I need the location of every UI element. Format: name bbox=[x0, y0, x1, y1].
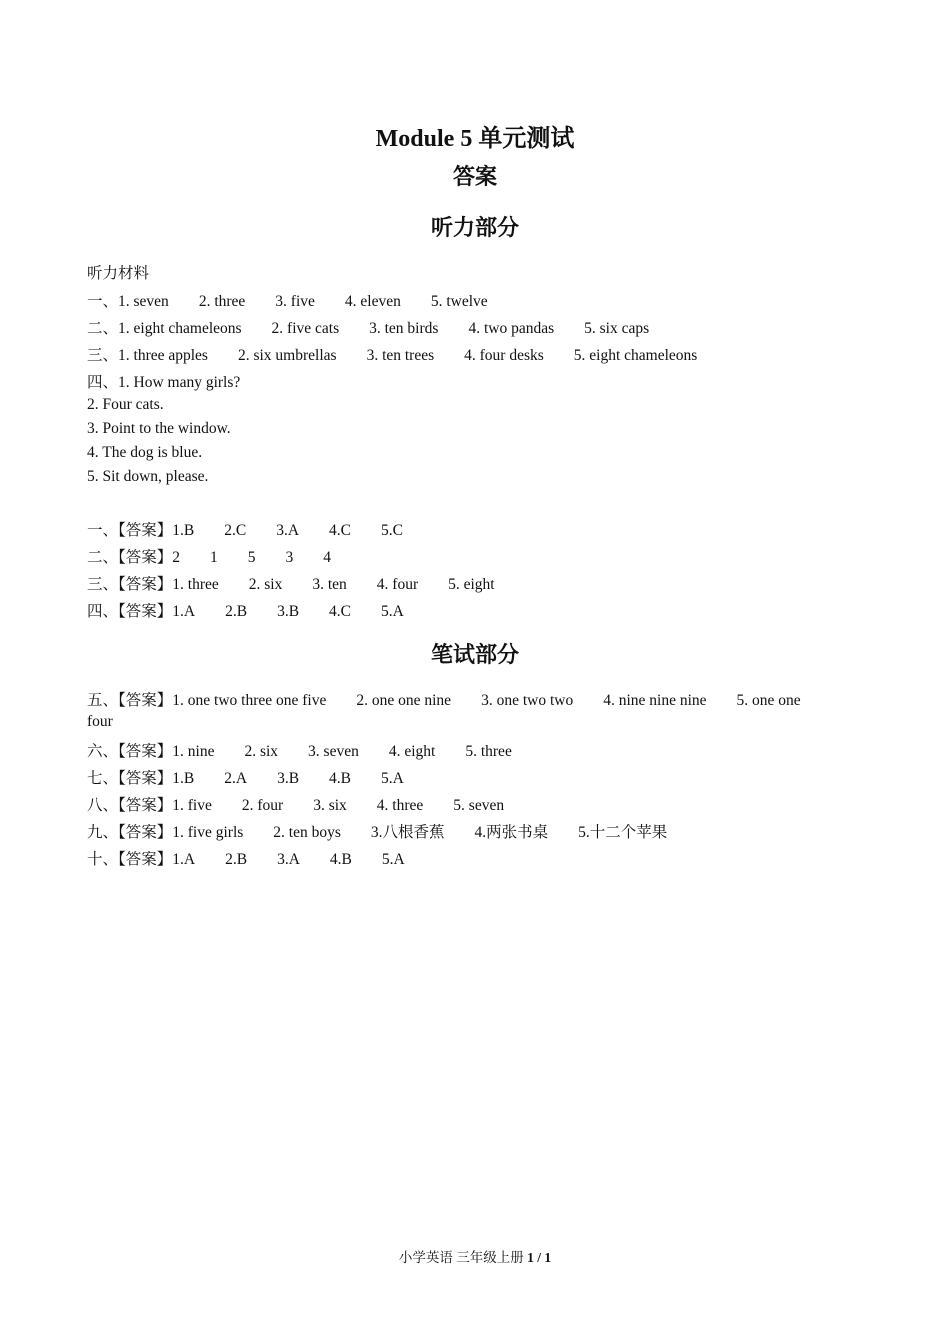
list-item: 4. four desks bbox=[464, 347, 544, 364]
list-item: 1.A bbox=[172, 603, 196, 620]
row-prefix: 四、【答案】 bbox=[87, 603, 173, 620]
list-item: 5.A bbox=[381, 851, 405, 868]
list-item: 1. five bbox=[172, 797, 212, 814]
list-item: 1. How many girls? bbox=[118, 374, 241, 391]
list-item: 1.B bbox=[172, 770, 195, 787]
writing-heading: 笔试部分 bbox=[430, 642, 519, 667]
list-item: 2.C bbox=[224, 522, 247, 539]
list-item: 3.B bbox=[277, 603, 300, 620]
sentence: 3. Point to the window. bbox=[87, 420, 231, 437]
list-item: 2. six umbrellas bbox=[237, 347, 337, 364]
list-item: 5. six caps bbox=[584, 320, 650, 337]
list-item: 5 bbox=[247, 549, 256, 566]
page-footer bbox=[0, 1246, 950, 1266]
list-item: 2. ten boys bbox=[273, 824, 341, 841]
list-item: 3. ten birds bbox=[369, 320, 439, 337]
list-item: 2. four bbox=[241, 797, 284, 814]
list-item: 2.B bbox=[225, 851, 248, 868]
answer-row bbox=[87, 739, 542, 761]
answer-row bbox=[87, 766, 434, 788]
answer-row bbox=[87, 572, 525, 594]
page-title: Module 5 单元测试 bbox=[375, 126, 575, 152]
list-item: 1. three bbox=[172, 576, 219, 593]
row-prefix: 七、【答案】 bbox=[87, 770, 173, 787]
list-item: 5. eight chameleons bbox=[573, 347, 698, 364]
list-item: 3. one two two bbox=[481, 692, 574, 709]
list-item: 3. seven bbox=[308, 743, 359, 760]
list-item: 2. six bbox=[248, 576, 283, 593]
list-item: 5.十二个苹果 bbox=[578, 824, 668, 841]
list-item: 5. three bbox=[465, 743, 512, 760]
answer-row bbox=[87, 518, 433, 540]
list-item: 4.B bbox=[329, 851, 352, 868]
list-item: 1. five girls bbox=[172, 824, 244, 841]
answer-row bbox=[87, 793, 534, 815]
list-item: 5. one one bbox=[736, 692, 801, 709]
list-item: 5. twelve bbox=[430, 293, 488, 310]
list-item: 1.A bbox=[172, 851, 196, 868]
page-number: 1 bbox=[527, 1250, 534, 1265]
material-row bbox=[87, 370, 270, 392]
sentence: 5. Sit down, please. bbox=[87, 468, 209, 485]
list-item: 4. eight bbox=[388, 743, 436, 760]
row-prefix: 十、【答案】 bbox=[87, 851, 173, 868]
list-item: 3.B bbox=[277, 770, 300, 787]
list-item: 4 bbox=[323, 549, 332, 566]
material-row bbox=[87, 343, 727, 365]
row-prefix: 一、【答案】 bbox=[87, 522, 173, 539]
list-item: 3.八根香蕉 bbox=[370, 824, 445, 841]
answer-row bbox=[87, 599, 434, 621]
row-prefix: 六、【答案】 bbox=[87, 743, 173, 760]
listening-heading: 听力部分 bbox=[430, 215, 519, 240]
list-item: 2 bbox=[172, 549, 181, 566]
list-item: 2.B bbox=[225, 603, 248, 620]
row-prefix: 三、 bbox=[87, 347, 119, 364]
list-item: 1. nine bbox=[172, 743, 215, 760]
answer-row bbox=[87, 688, 801, 710]
row-prefix: 九、【答案】 bbox=[87, 824, 173, 841]
list-item: 2. one one nine bbox=[356, 692, 452, 709]
material-row bbox=[87, 289, 518, 311]
list-item: 1.B bbox=[172, 522, 195, 539]
page-total: 1 bbox=[544, 1250, 552, 1265]
list-item: 3.A bbox=[276, 522, 300, 539]
row-prefix: 二、【答案】 bbox=[87, 549, 173, 566]
list-item: 1. three apples bbox=[118, 347, 208, 364]
list-item: 3. five bbox=[275, 293, 315, 310]
row-prefix: 一、 bbox=[87, 293, 119, 310]
list-item: 5. seven bbox=[453, 797, 505, 814]
list-item: 5. eight bbox=[448, 576, 495, 593]
list-item: 3. ten trees bbox=[366, 347, 435, 364]
list-item: 3. six bbox=[313, 797, 347, 814]
answer-row bbox=[87, 847, 435, 869]
sentence: 4. The dog is blue. bbox=[87, 444, 203, 461]
list-item: 3. ten bbox=[312, 576, 347, 593]
list-item: 5.A bbox=[381, 603, 404, 620]
list-item: 4. four bbox=[376, 576, 419, 593]
list-item: 4. eleven bbox=[344, 293, 401, 310]
list-item: 4.C bbox=[329, 603, 351, 620]
list-item: 1. seven bbox=[118, 293, 169, 310]
answer-continuation: four bbox=[87, 713, 113, 730]
row-prefix: 八、【答案】 bbox=[87, 797, 173, 814]
list-item: 1. eight chameleons bbox=[118, 320, 242, 337]
material-row bbox=[87, 316, 679, 338]
answer-subtitle: 答案 bbox=[452, 164, 497, 189]
row-prefix: 三、【答案】 bbox=[87, 576, 173, 593]
list-item: 4.C bbox=[329, 522, 351, 539]
footer-text: 小学英语 三年级上册 bbox=[398, 1250, 524, 1265]
list-item: 4.B bbox=[329, 770, 351, 787]
listening-material-label: 听力材料 bbox=[87, 265, 150, 282]
list-item: 4. nine nine nine bbox=[603, 692, 707, 709]
list-item: 4. two pandas bbox=[468, 320, 555, 337]
list-item: 4. three bbox=[376, 797, 424, 814]
answer-row bbox=[87, 545, 361, 567]
answer-row bbox=[87, 820, 697, 842]
row-prefix: 五、【答案】 bbox=[87, 692, 173, 709]
list-item: 2. three bbox=[198, 293, 246, 310]
list-item: 2. five cats bbox=[271, 320, 340, 337]
list-item: 5.C bbox=[381, 522, 403, 539]
list-item: 2. six bbox=[244, 743, 279, 760]
page-separator: / bbox=[537, 1250, 541, 1265]
row-prefix: 四、 bbox=[87, 374, 119, 391]
row-prefix: 二、 bbox=[87, 320, 119, 337]
list-item: 4.两张书桌 bbox=[474, 824, 549, 841]
list-item: 5.A bbox=[381, 770, 404, 787]
list-item: 1 bbox=[210, 549, 218, 566]
list-item: 1. one two three one five bbox=[172, 692, 327, 709]
sentence: 2. Four cats. bbox=[87, 396, 164, 413]
list-item: 2.A bbox=[224, 770, 248, 787]
list-item: 3 bbox=[285, 549, 294, 566]
list-item: 3.A bbox=[277, 851, 300, 868]
